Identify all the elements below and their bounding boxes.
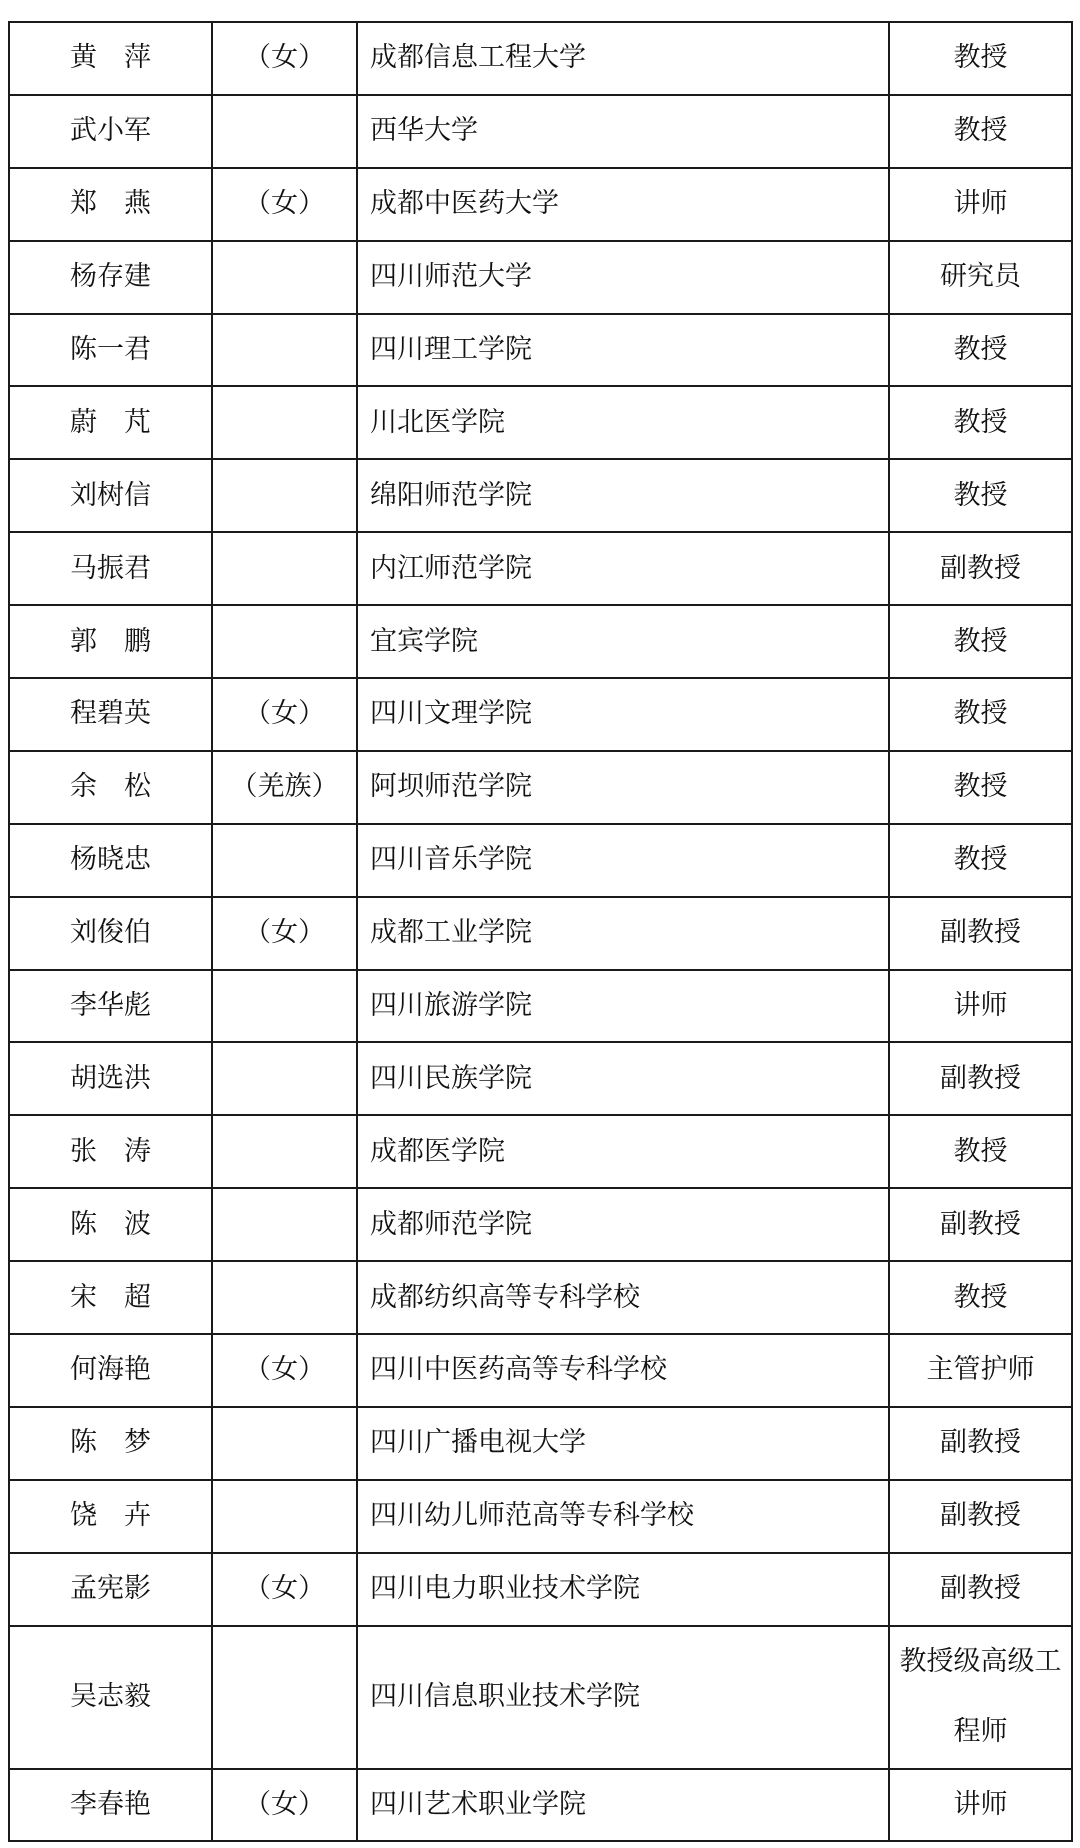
- title-cell: 教授: [889, 605, 1072, 678]
- institution-cell: 成都纺织高等专科学校: [357, 1261, 889, 1334]
- name-cell: 陈 波: [9, 1188, 212, 1261]
- institution-cell: 四川信息职业技术学院: [357, 1626, 889, 1769]
- roster-table: [8, 21, 1073, 1842]
- table-row: [9, 532, 1072, 605]
- name-cell: 郭 鹏: [9, 605, 212, 678]
- table-row: [9, 1480, 1072, 1553]
- institution-cell: 绵阳师范学院: [357, 459, 889, 532]
- note-cell: [212, 1626, 357, 1769]
- note-cell: （女）: [212, 1553, 357, 1626]
- table-row: [9, 168, 1072, 241]
- note-cell: [212, 95, 357, 168]
- table-row: [9, 22, 1072, 95]
- table-row: [9, 1042, 1072, 1115]
- name-cell: 陈 梦: [9, 1407, 212, 1480]
- title-cell: 教授: [889, 22, 1072, 95]
- title-cell: 教授: [889, 314, 1072, 387]
- note-cell: （女）: [212, 1769, 357, 1842]
- table-row: [9, 824, 1072, 897]
- title-cell: 教授: [889, 751, 1072, 824]
- institution-cell: 四川民族学院: [357, 1042, 889, 1115]
- note-cell: [212, 459, 357, 532]
- title-cell: 副教授: [889, 532, 1072, 605]
- name-cell: 李春艳: [9, 1769, 212, 1842]
- name-cell: 李华彪: [9, 970, 212, 1043]
- note-cell: [212, 314, 357, 387]
- name-cell: 杨存建: [9, 241, 212, 314]
- title-cell: 讲师: [889, 168, 1072, 241]
- title-cell: 教授: [889, 824, 1072, 897]
- note-cell: [212, 241, 357, 314]
- roster-body: [9, 22, 1072, 1841]
- title-cell: 教授: [889, 1115, 1072, 1188]
- title-cell: 副教授: [889, 1480, 1072, 1553]
- institution-cell: 内江师范学院: [357, 532, 889, 605]
- note-cell: （女）: [212, 168, 357, 241]
- note-cell: [212, 1115, 357, 1188]
- name-cell: 武小军: [9, 95, 212, 168]
- note-cell: [212, 824, 357, 897]
- title-cell: 讲师: [889, 970, 1072, 1043]
- table-row: [9, 1334, 1072, 1407]
- table-row: [9, 897, 1072, 970]
- name-cell: 马振君: [9, 532, 212, 605]
- title-cell: 教授: [889, 95, 1072, 168]
- institution-cell: 成都医学院: [357, 1115, 889, 1188]
- note-cell: [212, 605, 357, 678]
- note-cell: [212, 1188, 357, 1261]
- name-cell: 宋 超: [9, 1261, 212, 1334]
- name-cell: 刘树信: [9, 459, 212, 532]
- institution-cell: 四川电力职业技术学院: [357, 1553, 889, 1626]
- institution-cell: 四川师范大学: [357, 241, 889, 314]
- institution-cell: 四川幼儿师范高等专科学校: [357, 1480, 889, 1553]
- note-cell: [212, 970, 357, 1043]
- note-cell: [212, 386, 357, 459]
- title-cell: 研究员: [889, 241, 1072, 314]
- institution-cell: 四川理工学院: [357, 314, 889, 387]
- table-row: [9, 1188, 1072, 1261]
- name-cell: 孟宪影: [9, 1553, 212, 1626]
- note-cell: [212, 1480, 357, 1553]
- institution-cell: 川北医学院: [357, 386, 889, 459]
- title-cell: 副教授: [889, 1553, 1072, 1626]
- institution-cell: 成都信息工程大学: [357, 22, 889, 95]
- title-cell: 讲师: [889, 1769, 1072, 1842]
- table-row: [9, 95, 1072, 168]
- table-row: [9, 1115, 1072, 1188]
- name-cell: 张 涛: [9, 1115, 212, 1188]
- table-row: [9, 314, 1072, 387]
- table-row: [9, 1407, 1072, 1480]
- title-cell: 教授: [889, 1261, 1072, 1334]
- note-cell: [212, 1261, 357, 1334]
- note-cell: [212, 1407, 357, 1480]
- table-row: [9, 459, 1072, 532]
- table-row: [9, 1261, 1072, 1334]
- title-cell: 教授: [889, 678, 1072, 751]
- name-cell: 陈一君: [9, 314, 212, 387]
- institution-cell: 成都师范学院: [357, 1188, 889, 1261]
- note-cell: （女）: [212, 678, 357, 751]
- title-cell: 主管护师: [889, 1334, 1072, 1407]
- name-cell: 饶 卉: [9, 1480, 212, 1553]
- title-cell: 教授: [889, 459, 1072, 532]
- note-cell: （女）: [212, 1334, 357, 1407]
- institution-cell: 宜宾学院: [357, 605, 889, 678]
- name-cell: 黄 萍: [9, 22, 212, 95]
- title-cell: 教授: [889, 386, 1072, 459]
- institution-cell: 四川广播电视大学: [357, 1407, 889, 1480]
- name-cell: 余 松: [9, 751, 212, 824]
- table-row: [9, 1769, 1072, 1842]
- title-cell: 副教授: [889, 1407, 1072, 1480]
- note-cell: （女）: [212, 897, 357, 970]
- name-cell: 刘俊伯: [9, 897, 212, 970]
- name-cell: 蔚 芃: [9, 386, 212, 459]
- table-row: [9, 970, 1072, 1043]
- name-cell: 吴志毅: [9, 1626, 212, 1769]
- institution-cell: 成都中医药大学: [357, 168, 889, 241]
- institution-cell: 四川艺术职业学院: [357, 1769, 889, 1842]
- table-row: [9, 1553, 1072, 1626]
- institution-cell: 四川旅游学院: [357, 970, 889, 1043]
- table-row: [9, 386, 1072, 459]
- name-cell: 何海艳: [9, 1334, 212, 1407]
- table-row: [9, 605, 1072, 678]
- table-row: [9, 678, 1072, 751]
- name-cell: 郑 燕: [9, 168, 212, 241]
- note-cell: （女）: [212, 22, 357, 95]
- table-row: [9, 751, 1072, 824]
- table-row: [9, 241, 1072, 314]
- institution-cell: 四川文理学院: [357, 678, 889, 751]
- institution-cell: 成都工业学院: [357, 897, 889, 970]
- name-cell: 胡选洪: [9, 1042, 212, 1115]
- title-cell: 教授级高级工程师: [889, 1626, 1072, 1769]
- table-row: [9, 1626, 1072, 1769]
- note-cell: （羌族）: [212, 751, 357, 824]
- name-cell: 杨晓忠: [9, 824, 212, 897]
- title-cell: 副教授: [889, 1042, 1072, 1115]
- note-cell: [212, 1042, 357, 1115]
- institution-cell: 西华大学: [357, 95, 889, 168]
- institution-cell: 阿坝师范学院: [357, 751, 889, 824]
- institution-cell: 四川中医药高等专科学校: [357, 1334, 889, 1407]
- institution-cell: 四川音乐学院: [357, 824, 889, 897]
- note-cell: [212, 532, 357, 605]
- title-cell: 副教授: [889, 897, 1072, 970]
- name-cell: 程碧英: [9, 678, 212, 751]
- title-cell: 副教授: [889, 1188, 1072, 1261]
